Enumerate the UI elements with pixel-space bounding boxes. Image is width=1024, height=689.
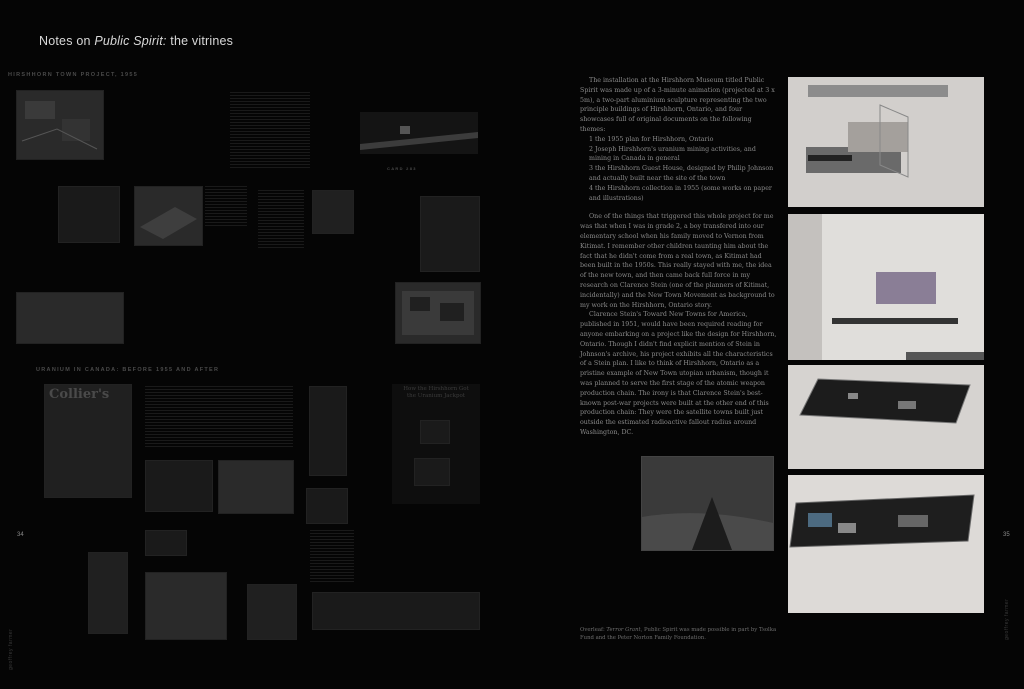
elevation-graphic [360, 112, 478, 154]
photo-credit: Overleaf: Terror Grant, Public Spirit was made possible in part by Tsolka Fund and the Peter Norton Family Foundation. [580, 627, 777, 641]
page-title: Notes on Public Spirit: the vitrines [39, 34, 234, 48]
vitrine-photo-4 [788, 475, 984, 613]
model-photo [134, 186, 203, 246]
forest-graphic [642, 457, 773, 550]
model-graphic [135, 187, 202, 245]
aerial-model-photo [16, 292, 124, 344]
paragraph-kitimat: One of the things that triggered this whole project for me was that when I was in grade 2, a boy transfered into our elementary school when his family moved to Vernon from Kitimat. I remember other children taunting him about the fact that he didn't come from a real town, as Kitimat had been built in the 1950s. This really stayed with me, the idea of the new town, and then came back full force in my research on Clarence Stein (one of the planners of Kitimat, incidentally) and the New Town Movement as background to my work on the Hirshhorn, Ontario story. [580, 213, 775, 309]
gallery-graphic-2 [788, 214, 984, 360]
photo [306, 488, 348, 524]
document-text-block [145, 386, 293, 448]
document-text-block [205, 186, 247, 226]
list-item: 4 the Hirshhorn collection in 1955 (some works on paper and illustrations) [589, 184, 772, 202]
vitrine-photo-3 [788, 365, 984, 469]
gallery-graphic-1 [788, 77, 984, 207]
document-text-block [310, 530, 354, 584]
list-item: 1 the 1955 plan for Hirshhorn, Ontario [589, 135, 714, 143]
elevation-drawing [360, 112, 478, 154]
vitrine-photo-1 [788, 77, 984, 207]
paragraph-intro: The installation at the Hirshhorn Museum titled Public Spirit was made up of a 3-minute animation (projected at 3 x 5m), a two-part aluminium sculpture representing the two principle buildings of Hirshhorn, Ontario, and four showcases full of original documents on the following themes: [580, 77, 775, 133]
forest-photo [641, 456, 774, 551]
plan-graphic [396, 283, 480, 343]
photo [145, 530, 187, 556]
list-item: 2 Joseph Hirshhorn's uranium mining activities, and mining in Canada in general [589, 145, 756, 163]
article-page [392, 384, 480, 504]
photo [414, 458, 450, 486]
photo [247, 584, 297, 640]
site-plan-image [16, 90, 104, 160]
side-label-left: geoffrey farmer [8, 628, 14, 670]
side-label-right: geoffrey farmer [1004, 598, 1010, 640]
photo [218, 460, 294, 514]
magazine-masthead: Collier's [49, 387, 110, 402]
dark-photo [420, 196, 480, 272]
section-heading-uranium: URANIUM IN CANADA: BEFORE 1955 AND AFTER [36, 367, 220, 373]
photo [420, 420, 450, 444]
body-text [580, 76, 778, 438]
list-item: 3 the Hirshhorn Guest House, designed by Philip Johnson and actually built near the site of the town [589, 165, 774, 182]
document-text-block [230, 92, 310, 170]
page-number-left: 34 [17, 532, 24, 538]
article-title: How the Hirshhorn Got the Uranium Jackpot [403, 386, 469, 399]
photo-strip [309, 386, 347, 476]
colliers-magazine-cover [44, 384, 132, 498]
group-photo [145, 572, 227, 640]
vitrine-graphic-3 [788, 365, 984, 469]
map-graphic [17, 91, 103, 159]
card-label: CARD 283 [387, 166, 417, 171]
document-image [58, 186, 120, 243]
photo [145, 460, 213, 512]
paragraph-stein: Clarence Stein's Toward New Towns for America, published in 1951, would have been required reading for anyone embarking on a project like the design for Hirshhorn, Ontario. Though I didn't find explicit mention of Stein in Johnson's archive, his project exhibits all the characteristics of a Stein plan. I like to think of Hirshhorn, Ontario as a pristine example of New Town utopian urbanism, though it was planned to serve the first stage of the atomic weapon production chain. The irony is that Clarence Stein's best-known post-war projects were built at the other end of this production chain: They were the satellite towns built just outside the estimated radioactive fallout radius around Washington, DC. [580, 311, 777, 436]
photo-column [88, 552, 128, 634]
page-number-right: 35 [1003, 532, 1010, 538]
document-text-block [258, 190, 304, 250]
document-image [312, 190, 354, 234]
vitrine-photo-2 [788, 214, 984, 360]
photo-row [312, 592, 480, 630]
vitrine-graphic-4 [788, 475, 984, 613]
town-plan-diagram [395, 282, 481, 344]
section-heading-town-project: HIRSHHORN TOWN PROJECT, 1955 [8, 72, 139, 78]
